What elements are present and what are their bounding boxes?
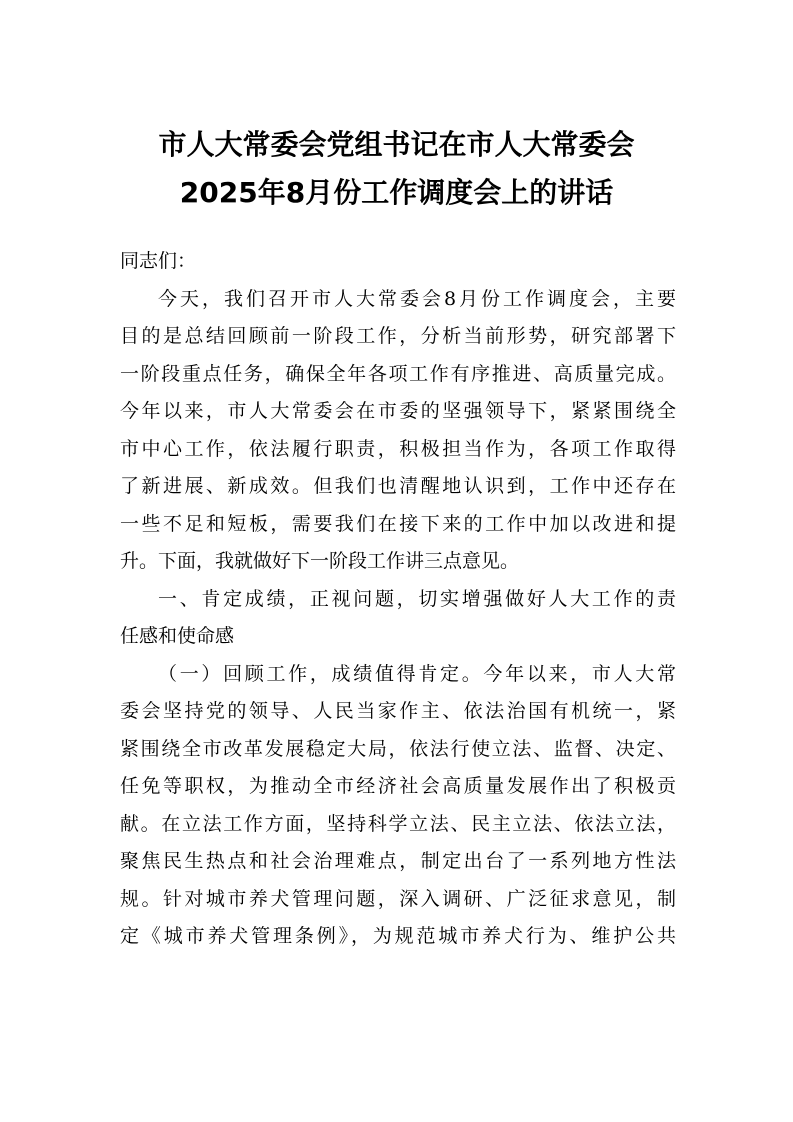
- body-line: 今年以来，市人大常委会在市委的坚强领导下，紧紧围绕全: [120, 400, 676, 422]
- body-line: 定《城市养犬管理条例》，为规范城市养犬行为、维护公共: [120, 925, 676, 947]
- document-title-line-2: 2025年8月份工作调度会上的讲话: [179, 176, 614, 209]
- body-line: 一些不足和短板，需要我们在接下来的工作中加以改进和提: [120, 512, 676, 535]
- section-heading-line: 任感和使命感: [120, 625, 235, 647]
- body-line: 目的是总结回顾前一阶段工作，分析当前形势，研究部署下: [120, 325, 676, 347]
- body-line: 委会坚持党的领导、人民当家作主、依法治国有机统一，紧: [120, 700, 676, 722]
- body-line: 了新进展、新成效。但我们也清醒地认识到，工作中还存在: [120, 475, 676, 497]
- document-body: [120, 243, 676, 956]
- body-line: 献。在立法工作方面，坚持科学立法、民主立法、依法立法，: [120, 812, 676, 835]
- body-line: 紧围绕全市改革发展稳定大局，依法行使立法、监督、决定、: [120, 737, 676, 760]
- subsection-line: （一）回顾工作，成绩值得肯定。今年以来，市人大常: [158, 662, 676, 685]
- body-line: 聚焦民生热点和社会治理难点，制定出台了一系列地方性法: [120, 850, 676, 872]
- body-line: 升。下面，我就做好下一阶段工作讲三点意见。: [120, 550, 520, 572]
- body-line: 任免等职权，为推动全市经济社会高质量发展作出了积极贡: [120, 775, 676, 797]
- document-title-line-1: 市人大常委会党组书记在市人大常委会: [158, 128, 635, 161]
- body-line: 规。针对城市养犬管理问题，深入调研、广泛征求意见，制: [120, 887, 676, 910]
- salutation: 同志们：: [120, 250, 197, 272]
- body-line: 今天，我们召开市人大常委会8月份工作调度会，主要: [158, 287, 676, 310]
- body-line: 市中心工作，依法履行职责，积极担当作为，各项工作取得: [120, 437, 676, 460]
- body-line: 一阶段重点任务，确保全年各项工作有序推进、高质量完成。: [120, 362, 676, 385]
- section-heading-line: 一、肯定成绩，正视问题，切实增强做好人大工作的责: [158, 587, 676, 610]
